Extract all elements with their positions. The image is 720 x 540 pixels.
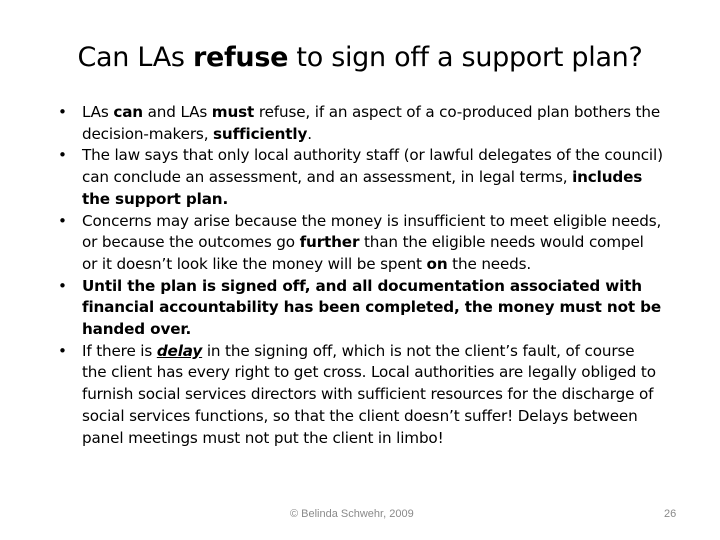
bullet-emphasis: must — [211, 103, 255, 121]
bullet-list — [58, 102, 663, 449]
footer-copyright: © Belinda Schwehr, 2009 — [290, 508, 414, 520]
bullet-text: in the signing off, which is not the client’s fault, of course the client has every right to get cross. Local authorities are legally obliged to furnish social services directors with sufficient resources for the discharge of social services functions, so that the client doesn’t suffer! Delays between panel meetings must not put the client in limbo! — [82, 341, 656, 447]
bullet-item — [58, 276, 663, 341]
bullet-icon: • — [58, 211, 67, 230]
bullet-emphasis: sufficiently — [213, 124, 308, 143]
bullet-text: Concerns may arise because the money is insufficient to meet eligible needs, or because the outcomes go — [82, 211, 662, 252]
bullet-text: the needs. — [447, 254, 532, 273]
bullet-text: . — [307, 124, 312, 143]
bullet-emphasis: delay — [156, 341, 203, 360]
bullet-text: than the eligible needs would compel or it doesn’t look like the money will be spent — [82, 233, 644, 273]
bullet-emphasis: further — [299, 233, 360, 252]
bullet-emphasis: Until the plan is signed off, and all documentation associated with financial accountability has been completed, the money must not be handed over. — [82, 276, 661, 339]
bullet-item — [58, 145, 663, 210]
bullet-icon: • — [58, 276, 67, 295]
page-number: 26 — [664, 508, 677, 520]
bullet-text: LAs — [82, 103, 114, 121]
bullet-item — [58, 102, 663, 145]
bullet-text: If there is — [82, 341, 157, 360]
bullet-item — [58, 211, 663, 276]
bullet-emphasis: on — [426, 254, 448, 273]
bullet-icon: • — [58, 103, 67, 121]
bullet-emphasis: can — [113, 103, 143, 121]
title-text-pre: Can LAs — [77, 42, 193, 73]
bullet-emphasis: includes the support plan. — [82, 168, 643, 208]
bullet-icon: • — [58, 146, 67, 165]
bullet-text: The law says that only local authority staff (or lawful delegates of the council) can conclude an assessment, and an assessment, in legal terms, — [82, 146, 663, 187]
bullet-icon: • — [58, 341, 67, 360]
bullet-text: and LAs — [142, 103, 212, 121]
title-emphasis: refuse — [192, 42, 289, 73]
bullet-text: refuse, if an aspect of a co-produced plan bothers the decision-makers, — [82, 103, 661, 143]
title-text-post: to sign off a support plan? — [288, 42, 643, 73]
slide-title — [0, 40, 720, 76]
bullet-item — [58, 341, 663, 450]
